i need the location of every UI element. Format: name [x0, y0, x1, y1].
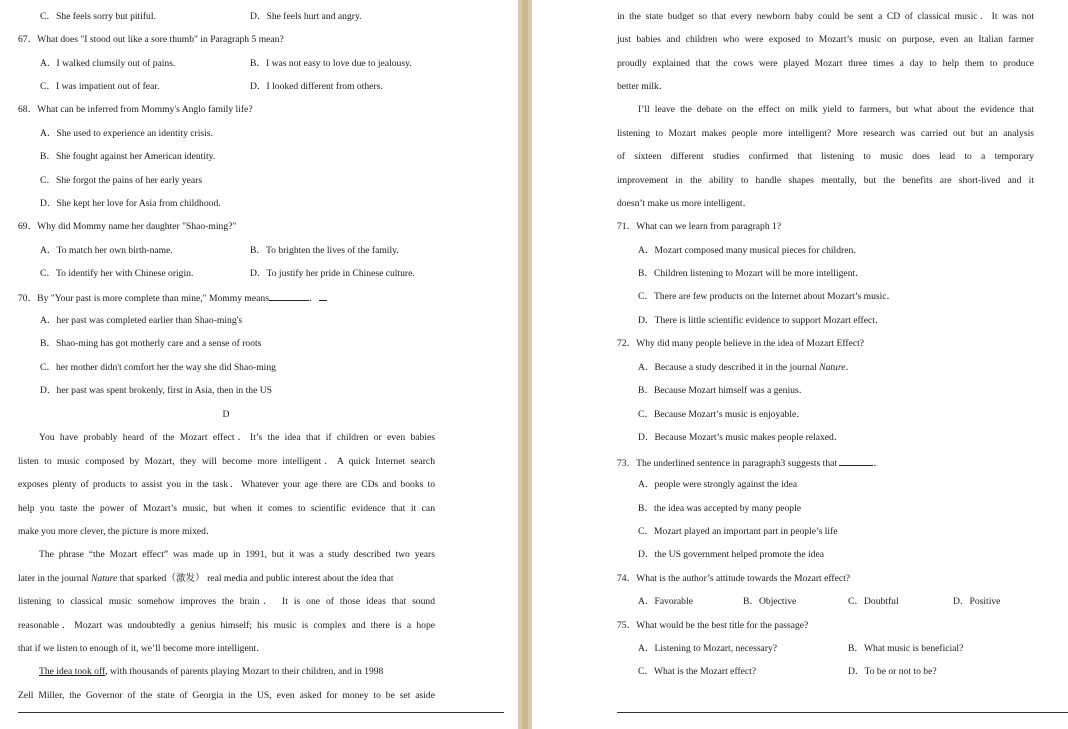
q74-option-c: C．Doubtful	[848, 596, 899, 607]
passage-line: The phrase “the Mozart effect” was made up in 1991, but it was a study described two years	[39, 549, 435, 560]
q75-option-a: A．Listening to Mozart, necessary?	[638, 643, 778, 654]
q71-option-b: B．Children listening to Mozart will be more intelligent．	[638, 268, 865, 279]
passage-line: help you taste the power of Mozart’s music, but when it comes to scientific evidence that it can	[18, 503, 435, 514]
passage-line: You have probably heard of the Mozart effect．It’s the idea that if children or even babies	[39, 432, 435, 443]
passage-line: listening to classical music somehow improves the brain． It is one of those ideas that sound	[18, 596, 435, 607]
journal-name: Nature	[91, 573, 118, 584]
q72-option-a	[638, 361, 855, 374]
q72-option-a-suffix: ．	[845, 362, 856, 373]
q70-option-c: C．her mother didn't comfort her the way she did Shao-ming	[40, 362, 276, 373]
q71-option-a: A．Mozart composed many musical pieces for children．	[638, 245, 863, 256]
page-gutter	[518, 0, 532, 729]
answer-blank	[269, 290, 309, 301]
passage-text: that sparked（激发） real media and public interest about the idea that	[119, 573, 394, 584]
q72-option-b: B．Because Mozart himself was a genius．	[638, 385, 809, 396]
passage-line: make you more clever, the picture is more mixed．	[18, 526, 216, 537]
answer-blank	[839, 455, 873, 466]
q75-option-b: B．What music is beneficial?	[848, 643, 964, 654]
q73-option-b: B．the idea was accepted by many people	[638, 503, 802, 514]
q70-option-b: B．Shao-ming has got motherly care and a sense of roots	[40, 338, 262, 349]
passage-line: improvement in the ability to handle shapes mentally, but the benefits are short-lived and it	[617, 175, 1034, 186]
q70-option-a: A．her past was completed earlier than Shao-ming's	[40, 315, 243, 326]
passage-line: listening to Mozart makes people more intelligent? More research was carried out but an analysis	[617, 128, 1034, 139]
q72-option-a-text: A．Because a study described it in the journal	[638, 362, 817, 373]
q72-option-c: C．Because Mozart’s music is enjoyable．	[638, 409, 806, 420]
q69-option-d: D．To justify her pride in Chinese culture.	[250, 268, 415, 279]
q67-option-b: B．I was not easy to love due to jealousy.	[250, 58, 412, 69]
q71-question: 71．What can we learn from paragraph 1?	[617, 221, 782, 232]
q69-option-b: B．To brighten the lives of the family.	[250, 245, 399, 256]
left-page	[0, 0, 518, 729]
passage-line: better milk．	[617, 81, 669, 92]
q68-option-d: D．She kept her love for Asia from childhood.	[40, 198, 221, 209]
passage-line: in the state budget so that every newborn baby could be sent a CD of classical music．It was not	[617, 11, 1034, 22]
q69-question: 69．Why did Mommy name her daughter "Shao-ming?"	[18, 221, 237, 232]
q74-option-a: A．Favorable	[638, 596, 693, 607]
passage-line: that if we listen to enough of it, we’ll become more intelligent．	[18, 643, 266, 654]
q67-option-d: D．I looked different from others.	[250, 81, 383, 92]
q72-question: 72．Why did many people believe in the idea of Mozart Effect?	[617, 338, 865, 349]
q73-option-c: C．Mozart played an important part in people’s life	[638, 526, 838, 537]
q70-question	[18, 290, 327, 305]
q68-option-b: B．She fought against her American identity.	[40, 151, 216, 162]
passage-line	[18, 572, 435, 585]
q72-option-d: D．Because Mozart’s music makes people relaxed．	[638, 432, 844, 443]
q74-option-d: D．Positive	[953, 596, 1001, 607]
q70-option-d: D．her past was spent brokenly, first in Asia, then in the US	[40, 385, 272, 396]
footer-rule	[617, 712, 1068, 713]
passage-line: doesn’t make us more intelligent．	[617, 198, 753, 209]
q70-question-text: 70．By "Your past is more complete than mine," Mommy means	[18, 293, 269, 304]
q66-option-c: C．She feels sorry but pitiful.	[40, 11, 156, 22]
q68-option-c: C．She forgot the pains of her early years	[40, 175, 203, 186]
passage-line: Zell Miller, the Governor of the state of Georgia in the US, even asked for money to be set aside	[18, 690, 435, 701]
journal-name: Nature	[819, 362, 846, 373]
q66-option-d: D．She feels hurt and angry.	[250, 11, 362, 22]
passage-line: proudly explained that the cows were played Mozart three times a day to help them to produce	[617, 58, 1034, 69]
q68-question: 68．What can be inferred from Mommy's Anglo family life?	[18, 104, 253, 115]
footer-rule	[18, 712, 504, 713]
passage-line: listen to music composed by Mozart, they will become more intelligent．A quick Internet search	[18, 456, 435, 467]
passage-line: exposes plenty of products to assist you in the task．Whatever your age there are CDs and books to	[18, 479, 435, 490]
q75-option-c: C．What is the Mozart effect?	[638, 666, 757, 677]
q71-option-d: D．There is little scientific evidence to support Mozart effect．	[638, 315, 885, 326]
q73-question	[617, 455, 883, 470]
q74-option-b: B．Objective	[743, 596, 797, 607]
q67-question: 67．What does "I stood out like a sore thumb" in Paragraph 5 mean?	[18, 34, 284, 45]
answer-blank	[319, 290, 327, 301]
q73-option-d: D．the US government helped promote the idea	[638, 549, 824, 560]
q73-option-a: A．people were strongly against the idea	[638, 479, 798, 490]
passage-line: just babies and children who were exposed to Mozart’s music on purpose, even an Italian farmer	[617, 34, 1034, 45]
underlined-sentence: The idea took off	[39, 666, 106, 677]
q70-question-suffix: ．	[308, 293, 319, 304]
passage-line: I’ll leave the debate on the effect on milk yield to farmers, but what about the evidence that	[638, 104, 1034, 115]
q75-option-d: D．To be or not to be?	[848, 666, 937, 677]
q67-option-a: A．I walked clumsily out of pains.	[40, 58, 176, 69]
q69-option-a: A．To match her own birth-name.	[40, 245, 173, 256]
passage-line: of sixteen different studies confirmed that listening to music does lead to a temporary	[617, 151, 1034, 162]
q73-question-suffix: ．	[873, 458, 884, 469]
right-page	[532, 0, 1068, 729]
passage-text: later in the journal	[18, 573, 89, 584]
passage-line: reasonable．Mozart was undoubtedly a genius himself; his music is complex and there is a hope	[18, 620, 435, 631]
q67-option-c: C．I was impatient out of fear.	[40, 81, 160, 92]
q71-option-c: C．There are few products on the Internet about Mozart’s music．	[638, 291, 897, 302]
q73-question-text: 73．The underlined sentence in paragraph3 suggests that	[617, 458, 838, 469]
q69-option-c: C．To identify her with Chinese origin.	[40, 268, 194, 279]
q74-question: 74．What is the author’s attitude towards the Mozart effect?	[617, 573, 851, 584]
section-heading: D	[222, 409, 230, 420]
passage-line	[39, 665, 383, 678]
q68-option-a: A．She used to experience an identity crisis.	[40, 128, 213, 139]
q75-question: 75．What would be the best title for the passage?	[617, 620, 809, 631]
passage-text: , with thousands of parents playing Mozart to their children, and in 1998	[105, 666, 384, 677]
